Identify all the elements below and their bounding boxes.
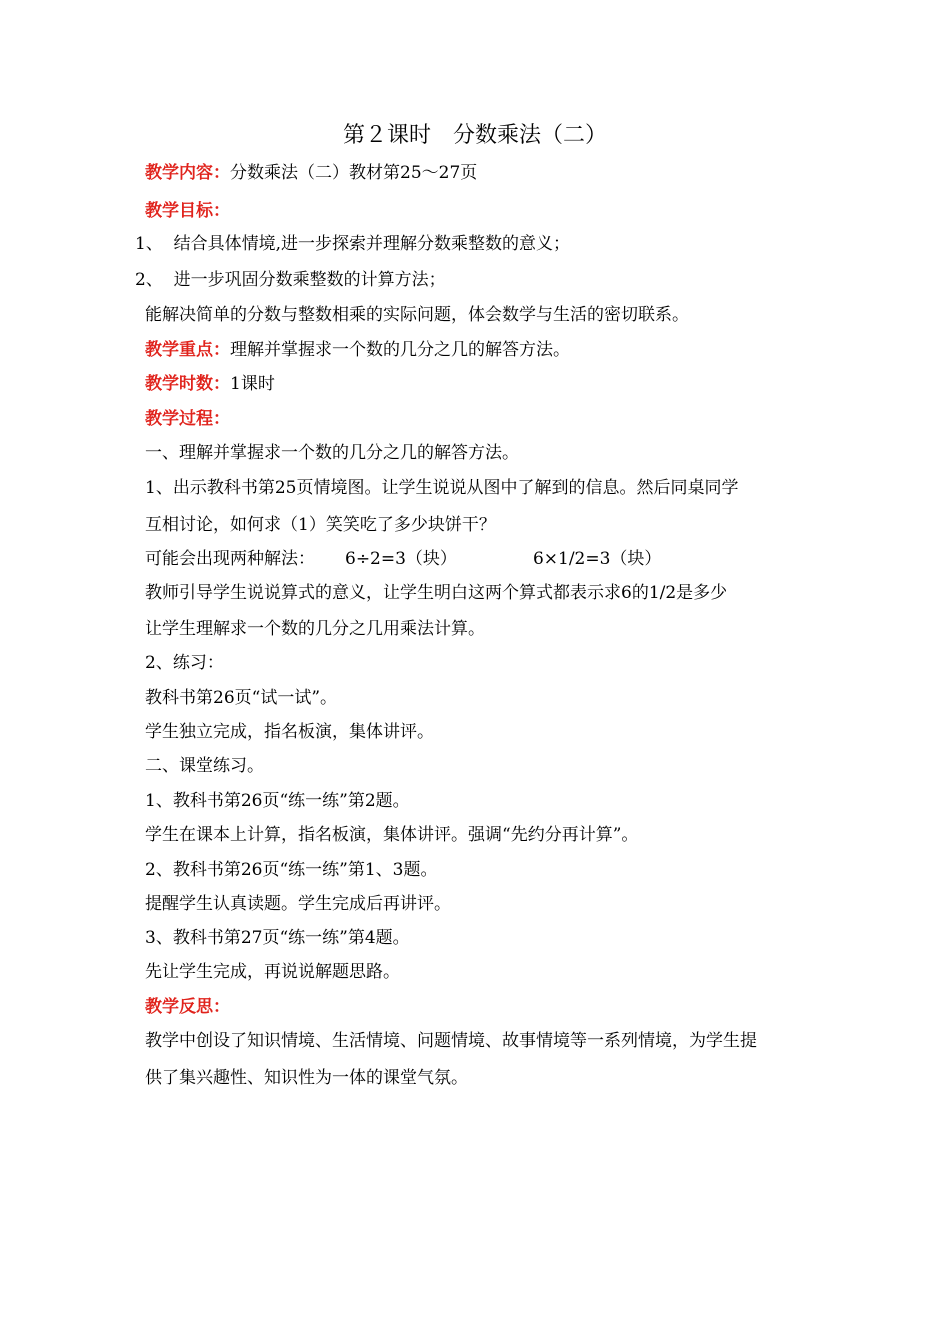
section-label: 教学反思： bbox=[145, 997, 230, 1017]
paragraph-line: 先让学生完成，再说说解题思路。 bbox=[145, 962, 400, 982]
paragraph-line: 供了集兴趣性、知识性为一体的课堂气氛。 bbox=[145, 1068, 468, 1088]
solutions-line: 可能会出现两种解法： 6÷2=3（块） 6×1/2=3（块） bbox=[145, 549, 662, 569]
paragraph-line: 2、教科书第26页“练一练”第1、3题。 bbox=[145, 860, 438, 880]
process-heading bbox=[145, 407, 230, 431]
paragraph-line: 二、课堂练习。 bbox=[145, 756, 264, 776]
reflection-heading bbox=[145, 995, 230, 1019]
teaching-content: 教学内容：分数乘法（二）教材第25～27页 bbox=[145, 163, 478, 183]
solution-b: 6×1/2=3（块） bbox=[532, 549, 662, 569]
paragraph-line: 3、教科书第27页“练一练”第4题。 bbox=[145, 928, 410, 948]
section-label: 教学重点： bbox=[145, 340, 230, 360]
goal-item: 2、 进一步巩固分数乘整数的计算方法； bbox=[135, 270, 446, 290]
paragraph-line: 让学生理解求一个数的几分之几用乘法计算。 bbox=[145, 619, 485, 639]
section-label: 教学过程： bbox=[145, 409, 230, 429]
paragraph-line: 互相讨论，如何求（1）笑笑吃了多少块饼干？ bbox=[145, 515, 496, 535]
goal-item: 1、 结合具体情境,进一步探索并理解分数乘整数的意义； bbox=[135, 234, 571, 254]
lesson-number: 第２课时 bbox=[342, 123, 431, 148]
paragraph-line: 教学中创设了知识情境、生活情境、问题情境、故事情境等一系列情境，为学生提 bbox=[145, 1031, 757, 1051]
section-label: 教学时数： bbox=[145, 374, 230, 394]
section-label: 教学目标： bbox=[145, 201, 230, 221]
paragraph-line: 一、理解并掌握求一个数的几分之几的解答方法。 bbox=[145, 443, 519, 463]
teaching-hours: 教学时数：1课时 bbox=[145, 374, 275, 394]
lesson-topic: 分数乘法（二） bbox=[453, 123, 608, 148]
paragraph-line: 学生在课本上计算，指名板演，集体讲评。强调“先约分再计算”。 bbox=[145, 825, 639, 845]
paragraph-line: 教师引导学生说说算式的意义，让学生明白这两个算式都表示求6的1/2是多少 bbox=[145, 583, 728, 603]
page-title bbox=[0, 121, 950, 151]
paragraph-line: 提醒学生认真读题。学生完成后再讲评。 bbox=[145, 894, 451, 914]
paragraph-line: 1、出示教科书第25页情境图。让学生说说从图中了解到的信息。然后同桌同学 bbox=[145, 478, 739, 498]
goals-heading bbox=[145, 199, 230, 223]
section-label: 教学内容： bbox=[145, 163, 230, 183]
paragraph-line: 学生独立完成，指名板演，集体讲评。 bbox=[145, 722, 434, 742]
paragraph-line: 1、教科书第26页“练一练”第2题。 bbox=[145, 791, 410, 811]
solution-a: 6÷2=3（块） bbox=[345, 549, 457, 569]
paragraph-line: 2、练习： bbox=[145, 653, 224, 673]
teaching-key: 教学重点：理解并掌握求一个数的几分之几的解答方法。 bbox=[145, 340, 570, 360]
paragraph-line: 教科书第26页“试一试”。 bbox=[145, 688, 338, 708]
goal-extra: 能解决简单的分数与整数相乘的实际问题，体会数学与生活的密切联系。 bbox=[145, 305, 689, 325]
